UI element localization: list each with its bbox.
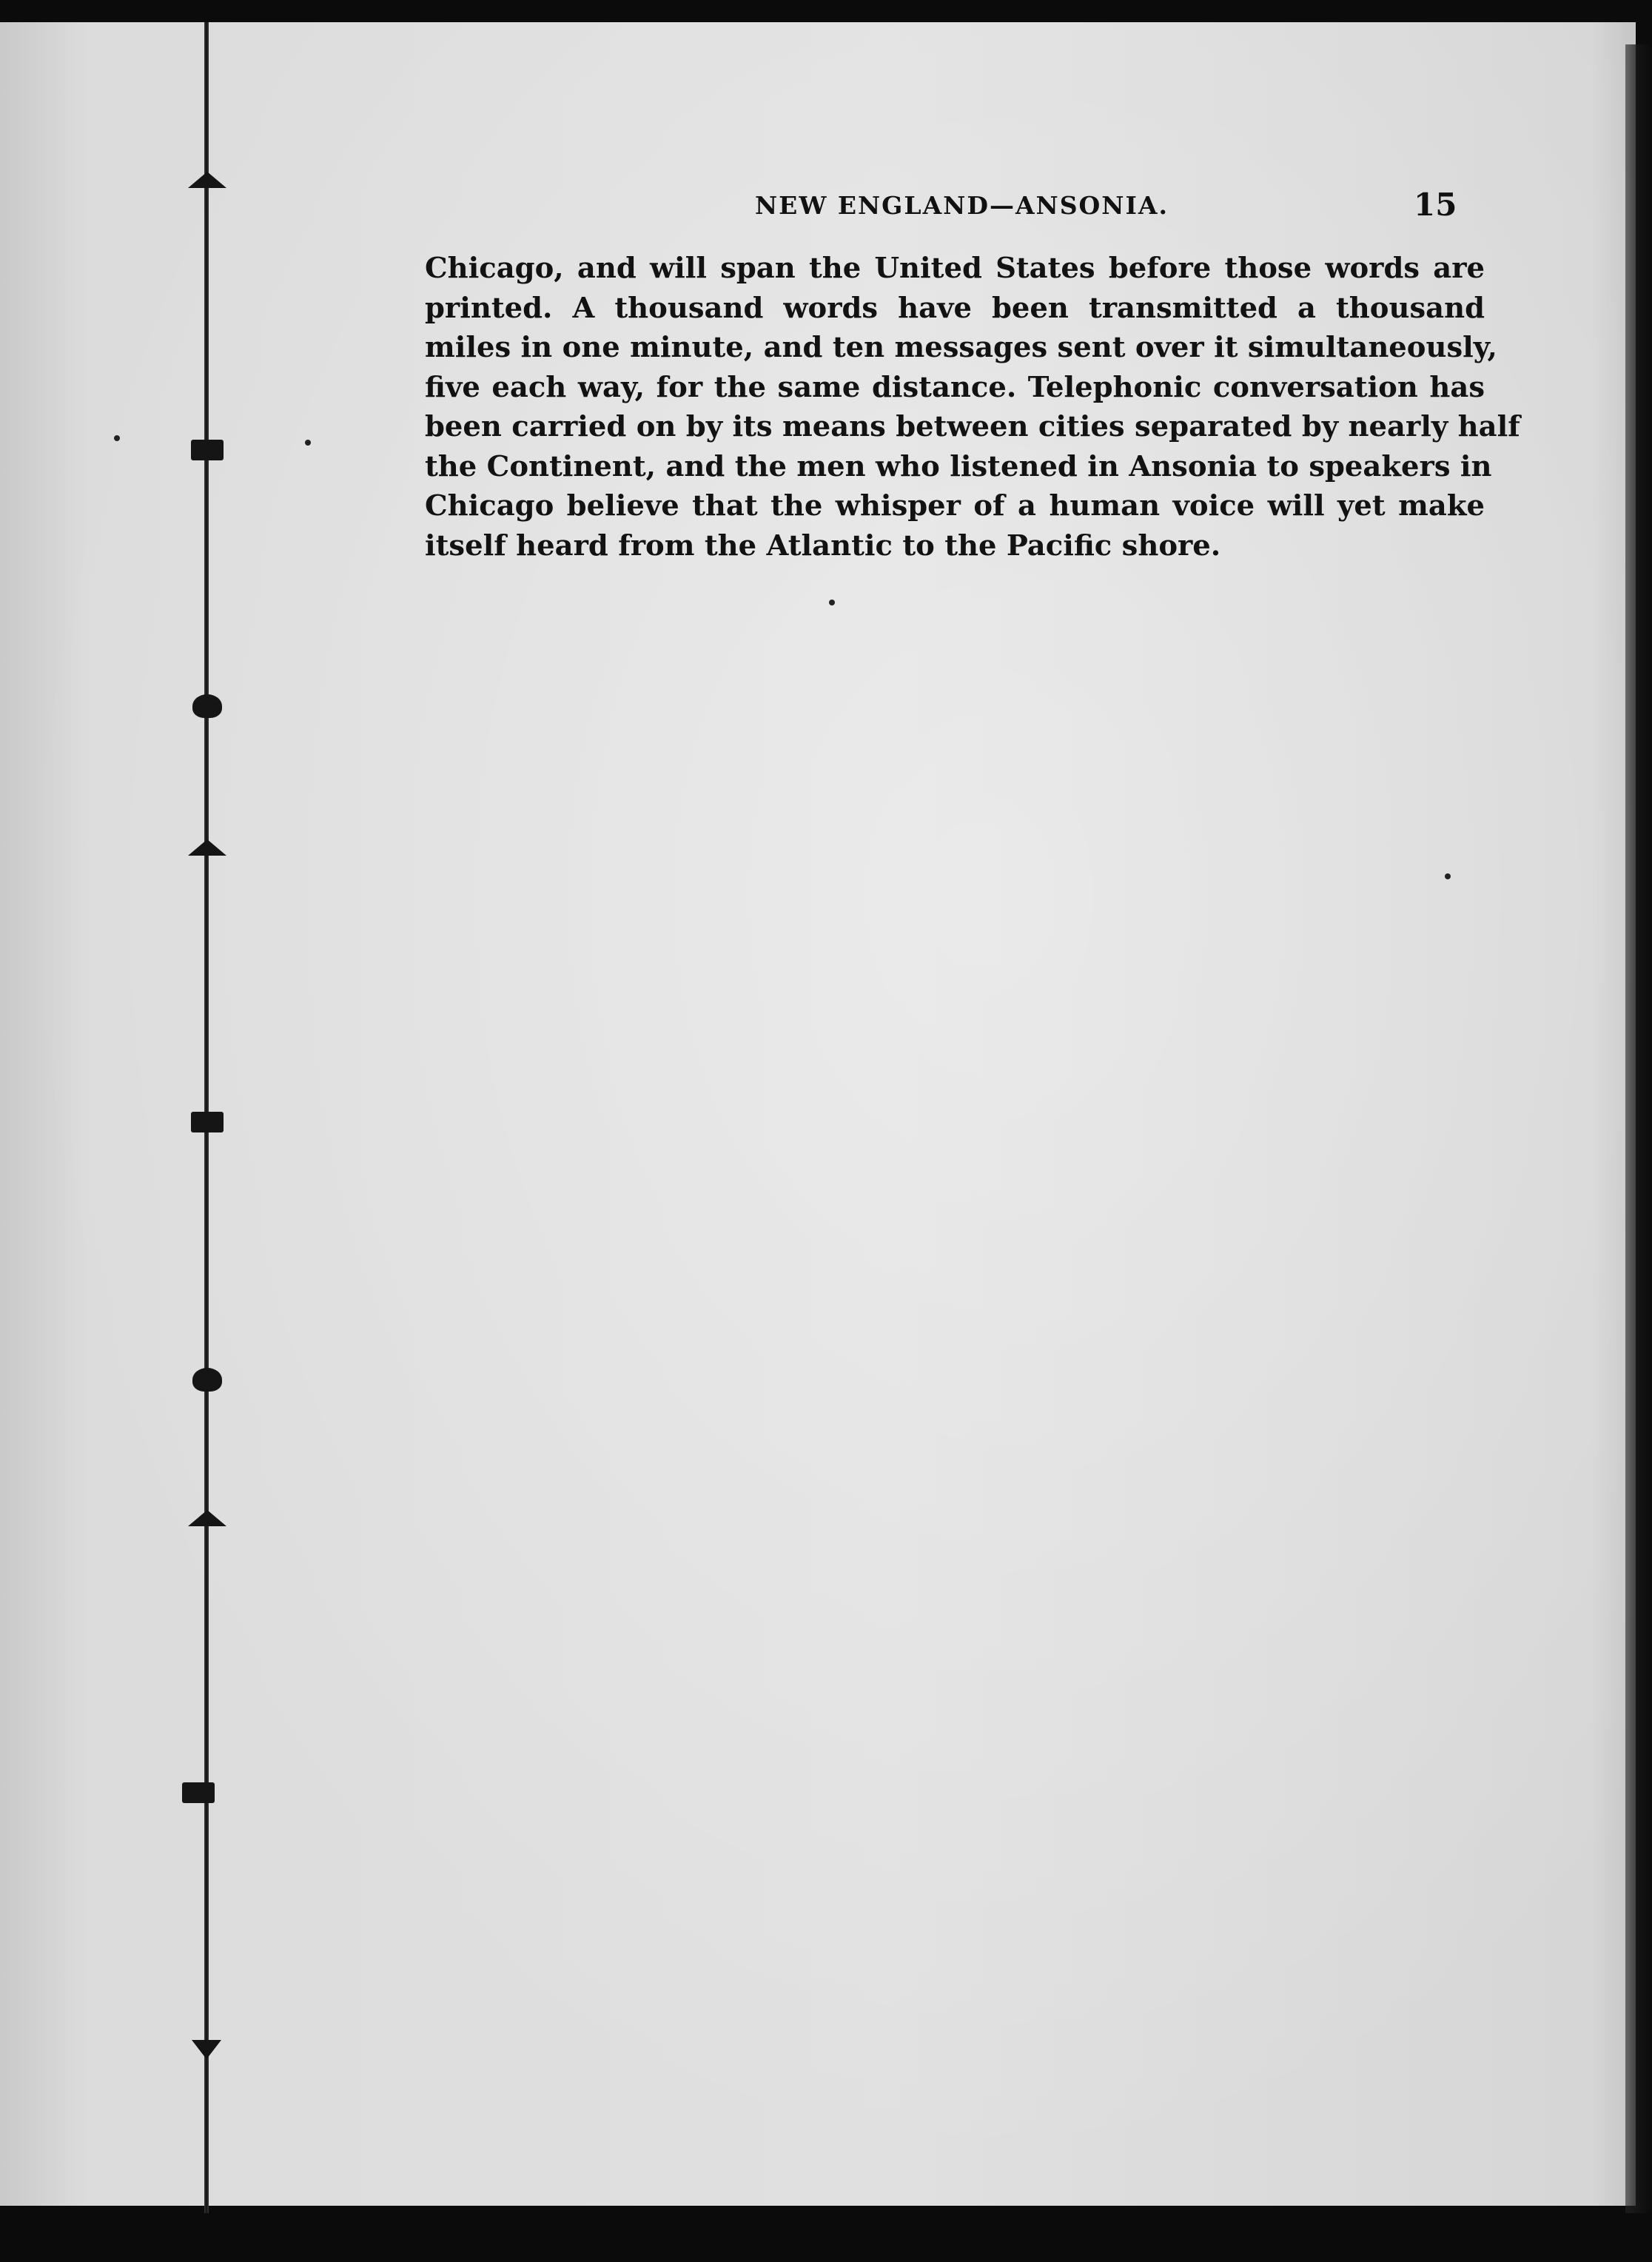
binding-stitch [188,172,226,188]
text-line: itself heard from the Atlantic to the Pacific shore. [425,528,1221,563]
text-line: Chicago believe that the whisper of a human voice will yet make [425,489,1485,523]
binding-stitch [188,1510,226,1526]
binding-stitch [192,2040,221,2059]
binding-stitch [188,839,226,856]
binding-stitch [182,1782,215,1803]
page-number: 15 [1414,187,1457,223]
text-line: printed. A thousand words have been transmitted a thousand [425,291,1485,325]
scan-speck [829,600,835,605]
page-shadow-edge [1625,44,1652,2213]
running-head: NEW ENGLAND—ANSONIA. [755,191,1169,220]
binding-stitch [191,440,224,460]
text-line: the Continent, and the men who listened in Ansonia to speakers in [425,449,1492,483]
binding-stitch [192,1368,222,1392]
text-line: been carried on by its means between cities separated by nearly half [425,410,1520,443]
text-line: five each way, for the same distance. Telephonic conversation has [425,370,1485,404]
binding-stitch [191,1112,224,1132]
body-paragraph [425,249,1520,566]
text-line: miles in one minute, and ten messages sent over it simultaneously, [425,331,1497,364]
scan-speck [114,435,120,441]
scan-speck [305,440,311,446]
scan-speck [1445,873,1451,879]
binding-stitch [192,694,222,718]
text-line: Chicago, and will span the United States before those words are [425,252,1485,285]
